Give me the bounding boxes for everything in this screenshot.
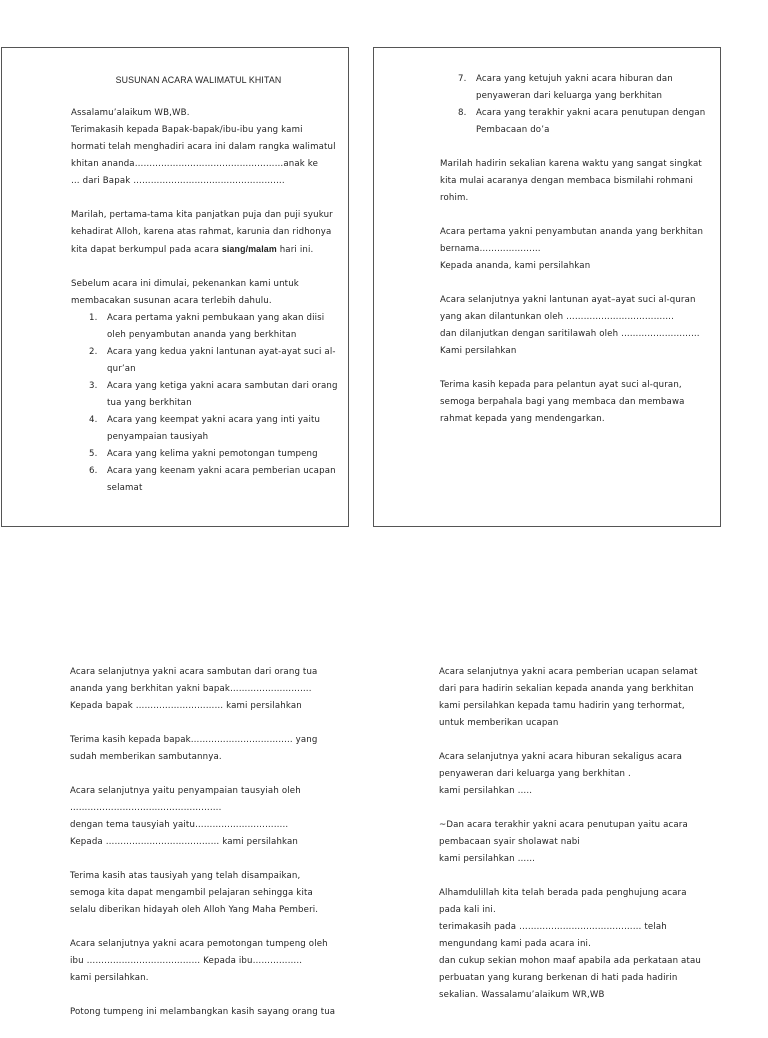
text-line: Kepada ananda, kami persilahkan (440, 261, 591, 271)
paragraph (439, 749, 729, 800)
agenda-item (71, 378, 338, 412)
text-line: dengan tema tausyiah yaitu………………………….. (70, 820, 289, 830)
agenda-item (71, 344, 336, 378)
agenda-list-continued (440, 71, 708, 139)
page-4 (439, 664, 729, 1021)
item-text (107, 378, 338, 412)
text-line: dan cukup sekian mohon maaf apabila ada perkataan atau (439, 956, 701, 966)
text-line: Acara selanjutnya yakni acara sambutan dari orang tua (70, 667, 318, 677)
text-line: kami persilahkan ….. (439, 786, 533, 796)
item-line: Acara yang kelima yakni pemotongan tumpeng (107, 449, 318, 459)
item-number: 4. (89, 415, 98, 425)
item-line: Acara yang keenam yakni acara pemberian ucapan (107, 466, 336, 476)
text-line: rohim. (440, 193, 469, 203)
agenda-intro-line: membacakan susunan acara terlebih dahulu. (71, 296, 272, 306)
item-line: penyaweran dari keluarga yang berkhitan (476, 91, 663, 101)
text-line: ~Dan acara terakhir yakni acara penutupan yaitu acara (439, 820, 688, 830)
text-line: semoga berpahala bagi yang membaca dan membawa (440, 397, 685, 407)
agenda-list (71, 310, 338, 497)
item-line: Acara yang kedua yakni lantunan ayat-ayat suci al- (107, 347, 336, 357)
text-line: Acara selanjutnya yaitu penyampaian tausyiah oleh (70, 786, 301, 796)
paragraph (70, 868, 360, 919)
text-line: Potong tumpeng ini melambangkan kasih sayang orang tua (70, 1007, 336, 1017)
praise-paragraph (71, 207, 333, 259)
item-line: tua yang berkhitan (107, 398, 192, 408)
item-number: 1. (89, 313, 98, 323)
text-line: Acara selanjutnya yakni acara pemotongan tumpeng oleh (70, 939, 328, 949)
agenda-item (71, 412, 326, 446)
item-line: Acara yang terakhir yakni acara penutupan dengan (476, 108, 706, 118)
text-line: dari para hadirin sekalian kepada ananda yang berkhitan (439, 684, 694, 694)
text-line: Kepada ………………………………… kami persilahkan (70, 837, 299, 847)
agenda-intro (71, 276, 326, 310)
paragraph (70, 1004, 360, 1021)
text-line: rahmat kepada yang mendengarkan. (440, 414, 605, 424)
page-1 (1, 47, 349, 527)
paragraph (70, 936, 360, 987)
agenda-intro-line: Sebelum acara ini dimulai, pekenankan kami untuk (71, 279, 299, 289)
text-line: ……………………………………………. (70, 803, 222, 813)
text-line: ananda yang berkhitan yakni bapak………………………. (70, 684, 312, 694)
text-line: pada kali ini. (439, 905, 496, 915)
item-text (107, 463, 336, 497)
paragraph (440, 224, 708, 275)
item-line: Pembacaan do’a (476, 125, 550, 135)
item-number: 2. (89, 347, 98, 357)
text-line: untuk memberikan ucapan (439, 718, 559, 728)
opening-paragraph (71, 105, 336, 190)
text-line: Acara selanjutnya yakni acara hiburan sekaligus acara (439, 752, 682, 762)
item-number: 8. (458, 108, 467, 118)
item-text (107, 310, 326, 344)
text-line: Terima kasih kepada para pelantun ayat suci al-quran, (440, 380, 682, 390)
agenda-item (71, 310, 326, 344)
item-text (107, 344, 336, 378)
item-text (107, 446, 326, 463)
text-line: ibu ………………………………… Kepada ibu…………….. (70, 956, 303, 966)
text-line: penyaweran dari keluarga yang berkhitan . (439, 769, 631, 779)
paragraph (439, 664, 729, 732)
item-line: Acara yang keempat yakni acara yang inti yaitu (107, 415, 321, 425)
item-line: penyampaian tausiyah (107, 432, 209, 442)
praise-line: kehadirat Alloh, karena atas rahmat, karunia dan ridhonya (71, 227, 332, 237)
text-line: terimakasih pada …………………………………… telah (439, 922, 667, 932)
paragraph (70, 664, 360, 715)
paragraph (439, 885, 729, 1004)
intro-line: hormati telah menghadiri acara ini dalam rangka walimatul (71, 142, 336, 152)
text-line: Kepada bapak ………………………… kami persilahkan (70, 701, 302, 711)
agenda-item (71, 463, 336, 497)
paragraph (440, 292, 708, 360)
text-line: bernama………………… (440, 244, 541, 254)
document-title: SUSUNAN ACARA WALIMATUL KHITAN (115, 75, 282, 85)
text-line: Acara pertama yakni penyambutan ananda yang berkhitan (440, 227, 704, 237)
agenda-item (440, 71, 708, 105)
intro-line: Terimakasih kepada Bapak-bapak/ibu-ibu yang kami (71, 125, 303, 135)
text-line: selalu diberikan hidayah oleh Alloh Yang Maha Pemberi. (70, 905, 319, 915)
text-line: Kami persilahkan (440, 346, 517, 356)
item-text (476, 105, 708, 139)
paragraph (440, 377, 708, 428)
agenda-item (71, 446, 326, 463)
text-line: Acara selanjutnya yakni lantunan ayat–ayat suci al-quran (440, 295, 696, 305)
page-2 (373, 47, 721, 527)
agenda-item (440, 105, 708, 139)
text-line: yang akan dilantunkan oleh ………………………………. (440, 312, 674, 322)
item-number: 3. (89, 381, 98, 391)
item-line: selamat (107, 483, 143, 493)
greeting-line: Assalamu’alaikum WB,WB. (71, 108, 190, 118)
praise-line: Marilah, pertama-tama kita panjatkan puja dan puji syukur (71, 210, 333, 220)
item-text (476, 71, 708, 105)
text-line: sudah memberikan sambutannya. (70, 752, 222, 762)
text-line: sekalian. Wassalamu’alaikum WR,WB (439, 990, 605, 1000)
praise-line (71, 241, 326, 259)
text-line: kami persilahkan. (70, 973, 149, 983)
item-line: Acara pertama yakni pembukaan yang akan diisi (107, 313, 325, 323)
paragraph (70, 732, 360, 766)
item-number: 7. (458, 74, 467, 84)
item-number: 5. (89, 449, 98, 459)
praise-emphasis: siang/malam (221, 244, 277, 254)
item-number: 6. (89, 466, 98, 476)
item-text (107, 412, 326, 446)
text-line: semoga kita dapat mengambil pelajaran sehingga kita (70, 888, 313, 898)
text-line: kami persilahkan …… (439, 854, 536, 864)
text-line: Terima kasih kepada bapak…………………………….. yang (70, 735, 318, 745)
paragraph (70, 783, 360, 851)
paragraph (439, 817, 729, 868)
paragraph (440, 156, 708, 207)
item-line: Acara yang ketujuh yakni acara hiburan dan (476, 74, 673, 84)
page-3 (70, 664, 360, 1038)
text-line: Alhamdulillah kita telah berada pada penghujung acara (439, 888, 687, 898)
text-line: dan dilanjutkan dengan saritilawah oleh ……………………… (440, 329, 700, 339)
text-line: Acara selanjutnya yakni acara pemberian ucapan selamat (439, 667, 698, 677)
text-line: kita mulai acaranya dengan membaca bismilahi rohmani (440, 176, 694, 186)
text-line: Marilah hadirin sekalian karena waktu yang sangat singkat (440, 159, 702, 169)
praise-text: hari ini. (276, 245, 314, 255)
item-line: Acara yang ketiga yakni acara sambutan dari orang (107, 381, 338, 391)
intro-line: … dari Bapak ……………………………………………. (71, 176, 285, 186)
intro-line: khitan ananda……………………………………………anak ke (71, 159, 319, 169)
text-line: kami persilahkan kepada tamu hadirin yang terhormat, (439, 701, 685, 711)
item-line: oleh penyambutan ananda yang berkhitan (107, 330, 297, 340)
item-line: qur’an (107, 364, 136, 374)
text-line: mengundang kami pada acara ini. (439, 939, 591, 949)
text-line: Terima kasih atas tausiyah yang telah disampaikan, (70, 871, 301, 881)
text-line: perbuatan yang kurang berkenan di hati pada hadirin (439, 973, 678, 983)
text-line: pembacaan syair sholawat nabi (439, 837, 580, 847)
praise-text: kita dapat berkumpul pada acara (71, 245, 222, 255)
